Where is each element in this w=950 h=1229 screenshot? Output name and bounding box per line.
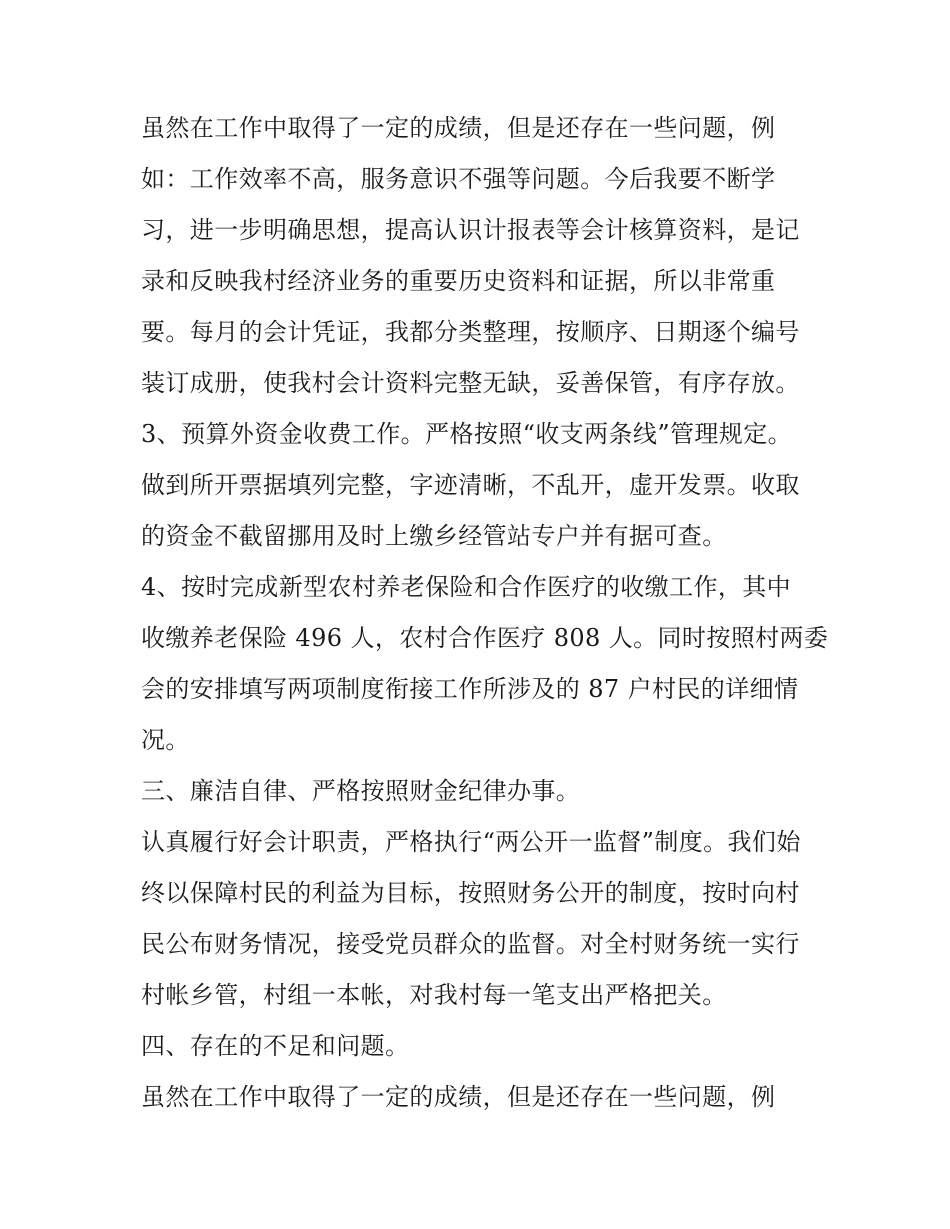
text-line: 的资金不截留挪用及时上缴乡经管站专户并有据可查。 [141,522,727,550]
text-line: 虽然在工作中取得了一定的成绩，但是还存在一些问题，例 [141,114,776,142]
text-line: 3、预算外资金收费工作。严格按照“收支两条线”管理规定。 [141,420,793,448]
text-line: 虽然在工作中取得了一定的成绩，但是还存在一些问题，例 [141,1083,776,1111]
text-line: 村帐乡管，村组一本帐，对我村每一笔支出严格把关。 [141,981,727,1009]
text-line: 况。 [141,726,190,754]
text-line: 要。每月的会计凭证，我都分类整理，按顺序、日期逐个编号 [141,318,800,346]
document-body [141,103,831,1123]
text-line: 装订成册，使我村会计资料完整无缺，妥善保管，有序存放。 [141,369,800,397]
text-line: 终以保障村民的利益为目标，按照财务公开的制度，按时向村 [141,879,800,907]
text-line: 民公布财务情况，接受党员群众的监督。对全村财务统一实行 [141,930,800,958]
text-line: 做到所开票据填列完整，字迹清晰，不乱开，虚开发票。收取 [141,471,800,499]
text-line: 如：工作效率不高，服务意识不强等问题。今后我要不断学 [141,165,776,193]
text-line: 收缴养老保险 496 人，农村合作医疗 808 人。同时按照村两委 [141,624,829,652]
text-line: 会的安排填写两项制度衔接工作所涉及的 87 户村民的详细情 [141,675,799,703]
text-line: 认真履行好会计职责，严格执行“两公开一监督”制度。我们始 [141,828,801,856]
section-heading: 四、存在的不足和问题。 [141,1032,410,1060]
section-heading: 三、廉洁自律、严格按照财金纪律办事。 [141,777,581,805]
text-line: 4、按时完成新型农村养老保险和合作医疗的收缴工作，其中 [141,573,792,601]
text-line: 习，进一步明确思想，提高认识计报表等会计核算资料，是记 [141,216,800,244]
text-line: 录和反映我村经济业务的重要历史资料和证据，所以非常重 [141,267,776,295]
